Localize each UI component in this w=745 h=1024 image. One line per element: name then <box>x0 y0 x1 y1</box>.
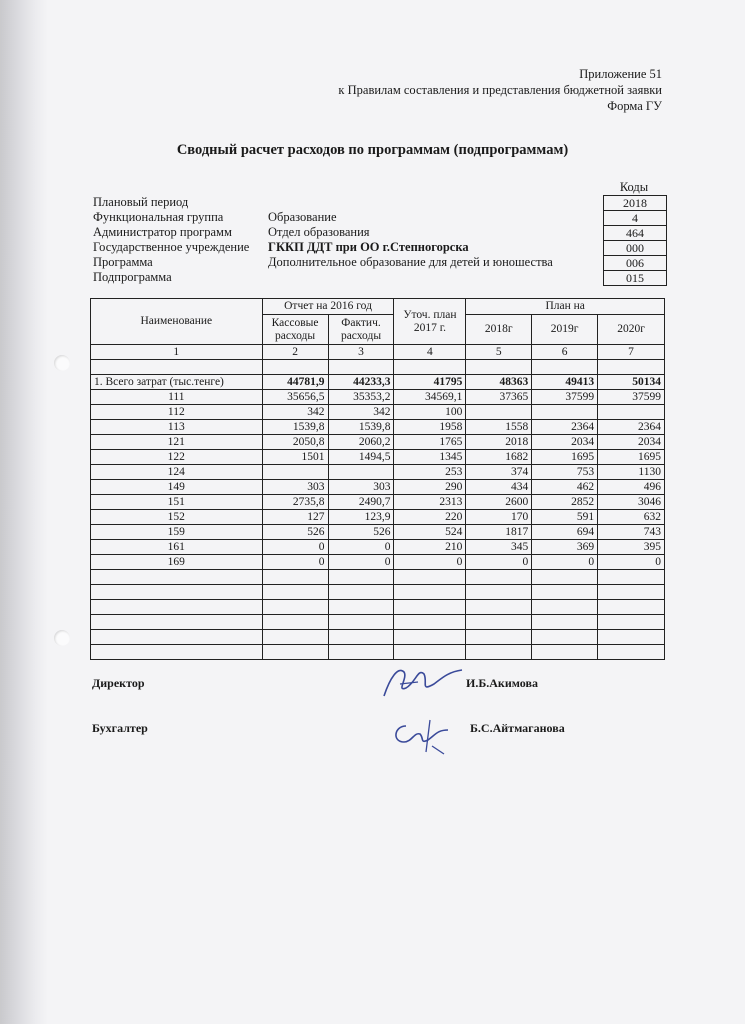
header-name: Наименование <box>91 299 263 345</box>
cell-value: 2034 <box>598 435 665 450</box>
table-row <box>91 540 665 555</box>
row-name: 1. Всего затрат (тыс.тенге) <box>91 375 263 390</box>
cell-value: 1765 <box>394 435 466 450</box>
punch-hole <box>54 630 70 646</box>
cell-value: 2060,2 <box>328 435 394 450</box>
cell-value: 374 <box>466 465 532 480</box>
info-key: Функциональная группа <box>93 210 224 224</box>
appendix-line-3: Форма ГУ <box>607 99 662 113</box>
cell-value: 369 <box>532 540 598 555</box>
cell-value: 35656,5 <box>262 390 328 405</box>
row-name: 151 <box>91 495 263 510</box>
header-plan-2018: 2018г <box>466 315 532 345</box>
header-refined-plan: Уточ. план 2017 г. <box>394 299 466 345</box>
cell-value: 345 <box>466 540 532 555</box>
appendix-line-1: Приложение 51 <box>579 67 662 81</box>
row-name: 124 <box>91 465 263 480</box>
cell-value: 44781,9 <box>262 375 328 390</box>
cell-value: 632 <box>598 510 665 525</box>
cell-value: 496 <box>598 480 665 495</box>
col-number: 1 <box>91 345 263 360</box>
row-name: 149 <box>91 480 263 495</box>
cell-value: 1958 <box>394 420 466 435</box>
cell-value: 1539,8 <box>328 420 394 435</box>
table-row <box>91 450 665 465</box>
info-value: Отдел образования <box>268 225 370 239</box>
cell-value: 170 <box>466 510 532 525</box>
table-row <box>91 390 665 405</box>
info-value: Образование <box>268 210 337 224</box>
code-cell: 000 <box>604 241 666 256</box>
cell-value: 0 <box>532 555 598 570</box>
appendix-note <box>338 66 662 114</box>
cell-value: 2490,7 <box>328 495 394 510</box>
header-actual-expenses: Фактич. расходы <box>328 315 394 345</box>
cell-value: 303 <box>262 480 328 495</box>
cell-value: 0 <box>328 555 394 570</box>
cell-value: 41795 <box>394 375 466 390</box>
cell-value: 127 <box>262 510 328 525</box>
cell-value: 210 <box>394 540 466 555</box>
cell-value: 2050,8 <box>262 435 328 450</box>
info-key: Администратор программ <box>93 225 232 239</box>
cell-value <box>466 405 532 420</box>
document-title: Сводный расчет расходов по программам (подпрограммам) <box>176 142 569 158</box>
table-row <box>91 495 665 510</box>
cell-value: 753 <box>532 465 598 480</box>
cell-value: 2600 <box>466 495 532 510</box>
cell-value: 2364 <box>532 420 598 435</box>
cell-value: 1501 <box>262 450 328 465</box>
director-name: И.Б.Акимова <box>466 676 538 690</box>
cell-value: 462 <box>532 480 598 495</box>
cell-value: 2313 <box>394 495 466 510</box>
table-row <box>91 510 665 525</box>
cell-value: 34569,1 <box>394 390 466 405</box>
cell-value: 303 <box>328 480 394 495</box>
cell-value <box>328 465 394 480</box>
cell-value: 220 <box>394 510 466 525</box>
code-cell: 464 <box>604 226 666 241</box>
table-row <box>91 435 665 450</box>
cell-value: 37599 <box>532 390 598 405</box>
table-row <box>91 465 665 480</box>
cell-value: 2018 <box>466 435 532 450</box>
cell-value: 1345 <box>394 450 466 465</box>
col-number: 3 <box>328 345 394 360</box>
code-cell: 2018 <box>604 196 666 211</box>
cell-value: 395 <box>598 540 665 555</box>
empty-row <box>91 615 665 630</box>
cell-value: 123,9 <box>328 510 394 525</box>
header-plan: План на <box>466 299 665 315</box>
col-number: 5 <box>466 345 532 360</box>
cell-value: 1558 <box>466 420 532 435</box>
cell-value: 0 <box>262 540 328 555</box>
expenses-table <box>90 298 665 660</box>
cell-value: 591 <box>532 510 598 525</box>
row-name: 169 <box>91 555 263 570</box>
empty-row <box>91 630 665 645</box>
cell-value <box>532 405 598 420</box>
director-label: Директор <box>92 676 145 690</box>
cell-value: 35353,2 <box>328 390 394 405</box>
cell-value: 743 <box>598 525 665 540</box>
cell-value: 50134 <box>598 375 665 390</box>
cell-value: 1817 <box>466 525 532 540</box>
cell-value: 526 <box>328 525 394 540</box>
cell-value: 49413 <box>532 375 598 390</box>
cell-value: 2364 <box>598 420 665 435</box>
cell-value: 0 <box>598 555 665 570</box>
cell-value: 0 <box>328 540 394 555</box>
codes-label: Коды <box>619 180 649 194</box>
cell-value: 342 <box>328 405 394 420</box>
table-row <box>91 525 665 540</box>
cell-value: 3046 <box>598 495 665 510</box>
info-key: Плановый период <box>93 195 189 209</box>
accountant-signature-icon <box>386 712 466 756</box>
cell-value: 253 <box>394 465 466 480</box>
accountant-name: Б.С.Айтмаганова <box>470 721 565 735</box>
cell-value: 342 <box>262 405 328 420</box>
col-number: 7 <box>598 345 665 360</box>
cell-value: 1695 <box>598 450 665 465</box>
info-key: Подпрограмма <box>93 270 172 284</box>
cell-value: 1695 <box>532 450 598 465</box>
row-name: 159 <box>91 525 263 540</box>
table-row-total <box>91 375 665 390</box>
cell-value: 1130 <box>598 465 665 480</box>
empty-row <box>91 570 665 585</box>
cell-value: 2735,8 <box>262 495 328 510</box>
code-cell: 4 <box>604 211 666 226</box>
row-name: 122 <box>91 450 263 465</box>
cell-value: 100 <box>394 405 466 420</box>
table-row <box>91 480 665 495</box>
row-name: 161 <box>91 540 263 555</box>
cell-value: 0 <box>262 555 328 570</box>
appendix-line-2: к Правилам составления и представления бюджетной заявки <box>338 83 662 97</box>
cell-value: 48363 <box>466 375 532 390</box>
info-key: Программа <box>93 255 153 269</box>
cell-value: 44233,3 <box>328 375 394 390</box>
row-name: 112 <box>91 405 263 420</box>
header-cash-expenses: Кассовые расходы <box>262 315 328 345</box>
cell-value: 2034 <box>532 435 598 450</box>
col-number: 6 <box>532 345 598 360</box>
col-number: 2 <box>262 345 328 360</box>
accountant-label: Бухгалтер <box>92 721 148 735</box>
table-row <box>91 420 665 435</box>
table-row <box>91 405 665 420</box>
info-value: Дополнительное образование для детей и юношества <box>268 255 553 269</box>
cell-value: 290 <box>394 480 466 495</box>
code-cell: 015 <box>604 271 666 286</box>
col-number: 4 <box>394 345 466 360</box>
header-report-2016: Отчет на 2016 год <box>262 299 394 315</box>
header-plan-2019: 2019г <box>532 315 598 345</box>
info-key: Государственное учреждение <box>93 240 250 254</box>
cell-value: 694 <box>532 525 598 540</box>
code-cell: 006 <box>604 256 666 271</box>
punch-hole <box>54 355 70 371</box>
cell-value: 526 <box>262 525 328 540</box>
cell-value: 0 <box>466 555 532 570</box>
cell-value: 37365 <box>466 390 532 405</box>
director-signature-icon <box>378 658 468 702</box>
cell-value: 524 <box>394 525 466 540</box>
empty-row <box>91 600 665 615</box>
cell-value: 1539,8 <box>262 420 328 435</box>
cell-value <box>598 405 665 420</box>
table-row <box>91 555 665 570</box>
cell-value: 37599 <box>598 390 665 405</box>
cell-value <box>262 465 328 480</box>
cell-value: 434 <box>466 480 532 495</box>
cell-value: 1494,5 <box>328 450 394 465</box>
cell-value: 1682 <box>466 450 532 465</box>
row-name: 111 <box>91 390 263 405</box>
empty-row <box>91 585 665 600</box>
row-name: 152 <box>91 510 263 525</box>
spacer-row <box>91 360 665 375</box>
cell-value: 0 <box>394 555 466 570</box>
header-plan-2020: 2020г <box>598 315 665 345</box>
cell-value: 2852 <box>532 495 598 510</box>
info-value: ГККП ДДТ при ОО г.Степногорска <box>268 240 469 254</box>
row-name: 121 <box>91 435 263 450</box>
row-name: 113 <box>91 420 263 435</box>
codes-box <box>603 195 667 286</box>
